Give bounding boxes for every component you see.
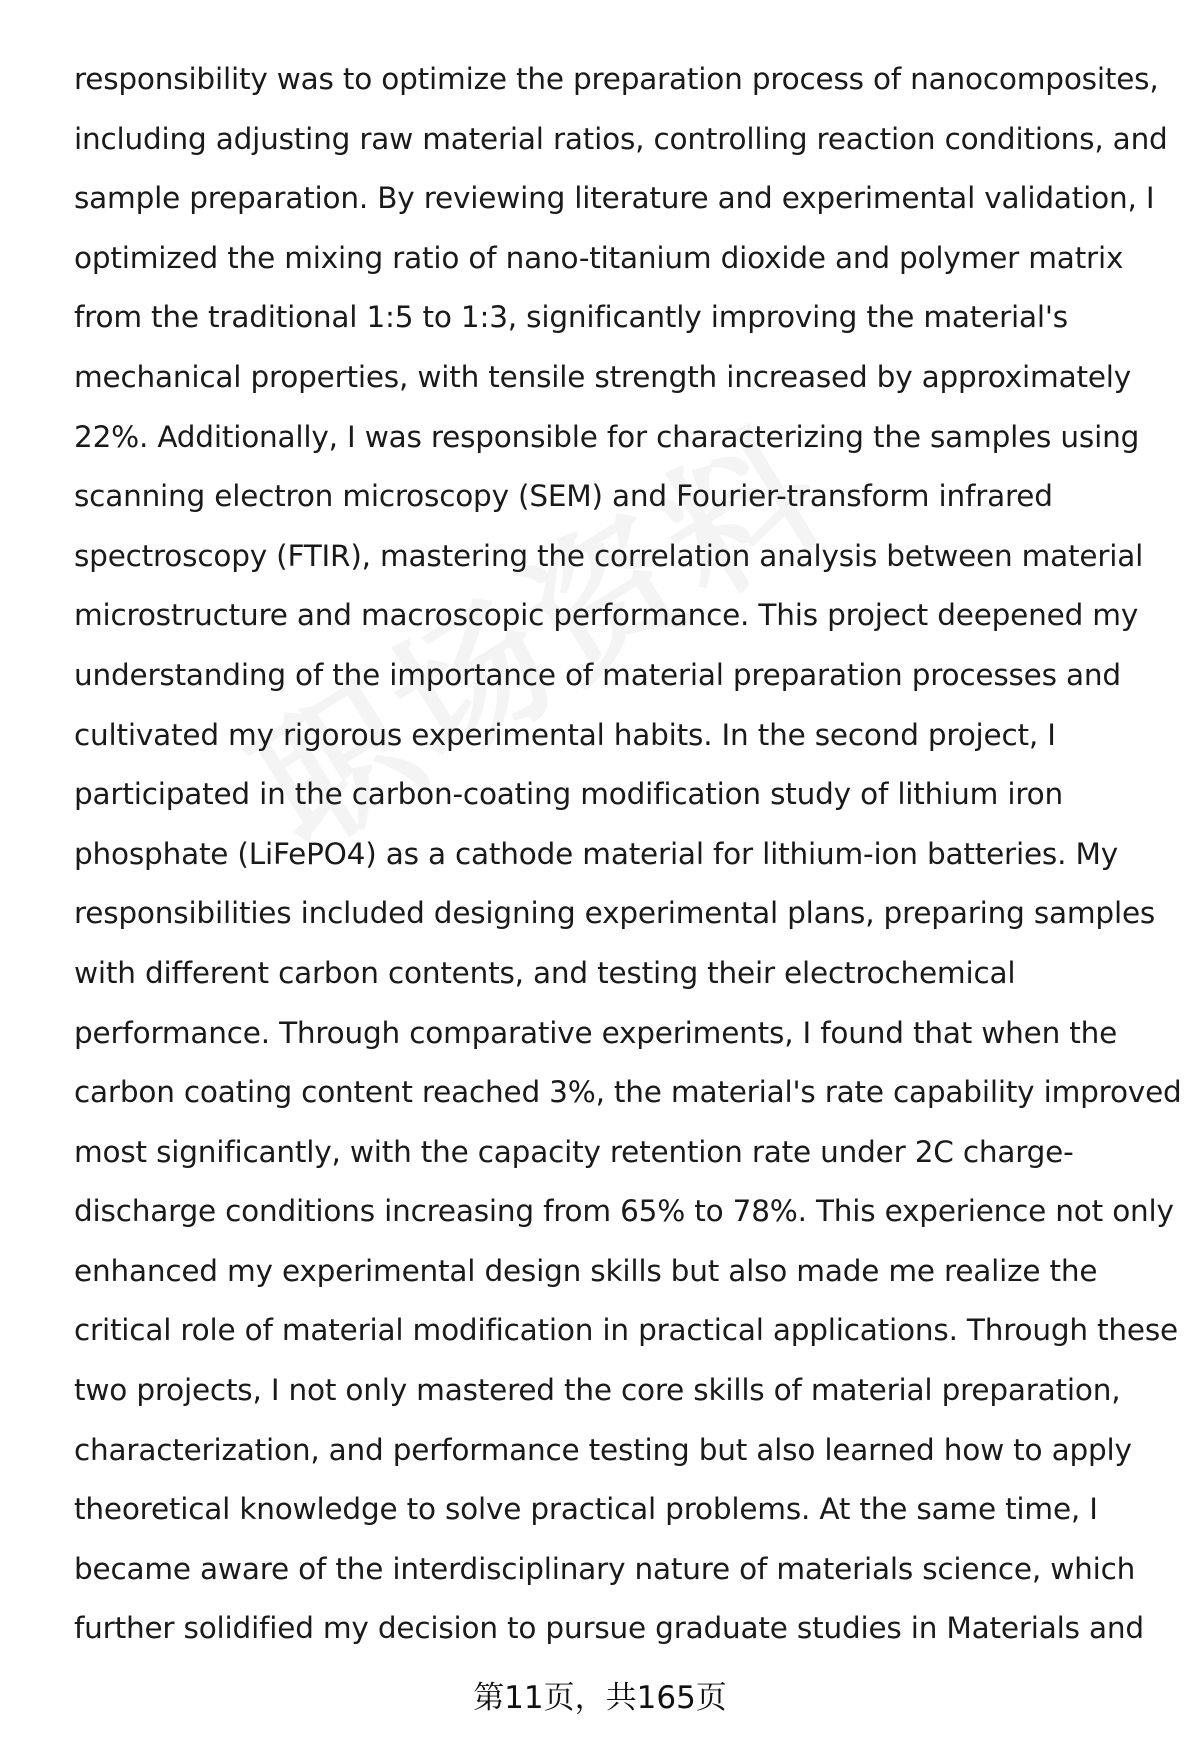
text-line: two projects, I not only mastered the core skills of material preparation, bbox=[74, 1373, 1121, 1408]
text-line: carbon coating content reached 3%, the material's rate capability improved bbox=[74, 1075, 1182, 1110]
text-line: sample preparation. By reviewing literature and experimental validation, I bbox=[74, 181, 1155, 216]
text-line: most significantly, with the capacity retention rate under 2C charge- bbox=[74, 1134, 1074, 1169]
text-line: performance. Through comparative experiments, I found that when the bbox=[74, 1015, 1118, 1050]
text-line: became aware of the interdisciplinary nature of materials science, which bbox=[74, 1551, 1136, 1586]
text-line: enhanced my experimental design skills but also made me realize the bbox=[74, 1253, 1098, 1288]
text-line: spectroscopy (FTIR), mastering the correlation analysis between material bbox=[74, 538, 1144, 573]
text-line: phosphate (LiFePO4) as a cathode material for lithium-ion batteries. My bbox=[74, 836, 1118, 871]
text-line: characterization, and performance testing but also learned how to apply bbox=[74, 1432, 1132, 1467]
page-number: 第11页，共165页 bbox=[473, 1680, 727, 1716]
text-line: discharge conditions increasing from 65% to 78%. This experience not only bbox=[74, 1194, 1174, 1229]
text-line: theoretical knowledge to solve practical problems. At the same time, I bbox=[74, 1492, 1098, 1527]
text-line: scanning electron microscopy (SEM) and Fourier-transform infrared bbox=[74, 479, 1053, 514]
text-line: cultivated my rigorous experimental habits. In the second project, I bbox=[74, 717, 1056, 752]
text-line: responsibility was to optimize the preparation process of nanocomposites, bbox=[74, 62, 1159, 96]
text-line: responsibilities included designing experimental plans, preparing samples bbox=[74, 896, 1156, 931]
text-line: with different carbon contents, and testing their electrochemical bbox=[74, 955, 1016, 990]
text-line: from the traditional 1:5 to 1:3, significantly improving the material's bbox=[74, 300, 1068, 335]
text-line: optimized the mixing ratio of nano-titanium dioxide and polymer matrix bbox=[74, 240, 1124, 275]
text-line: microstructure and macroscopic performance. This project deepened my bbox=[74, 598, 1139, 633]
text-line: participated in the carbon-coating modification study of lithium iron bbox=[74, 777, 1063, 812]
text-line: understanding of the importance of material preparation processes and bbox=[74, 657, 1121, 692]
text-line: critical role of material modification in practical applications. Through these bbox=[74, 1313, 1178, 1348]
body-text bbox=[74, 50, 1182, 1659]
text-line: 22%. Additionally, I was responsible for characterizing the samples using bbox=[74, 419, 1140, 454]
text-line: mechanical properties, with tensile strength increased by approximately bbox=[74, 359, 1132, 394]
text-line: including adjusting raw material ratios, controlling reaction conditions, and bbox=[74, 121, 1168, 156]
text-line: further solidified my decision to pursue graduate studies in Materials and bbox=[74, 1611, 1144, 1646]
